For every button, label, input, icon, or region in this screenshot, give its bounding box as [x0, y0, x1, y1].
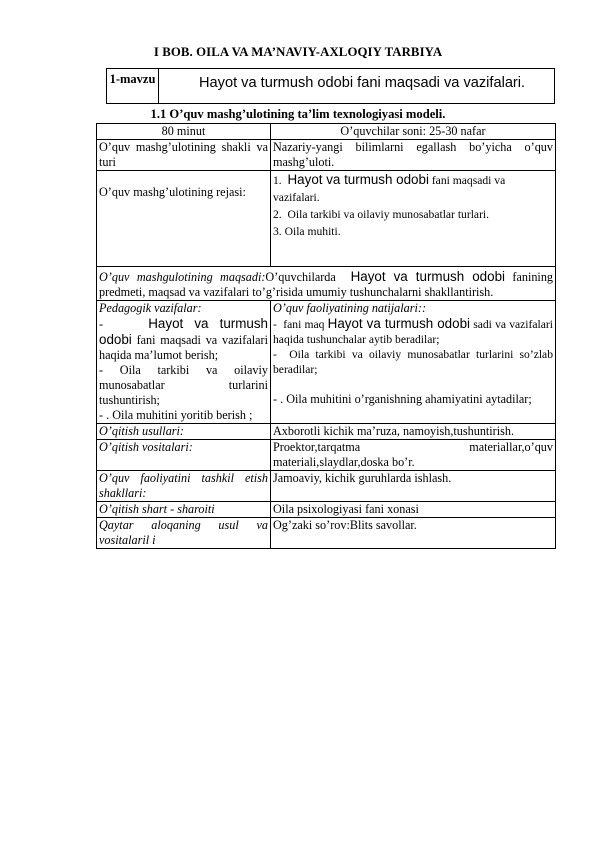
activity-forms-value-cell: Jamoaviy, kichik guruhlarda ishlash. [271, 471, 556, 502]
chapter-title: I BOB. OILA VA MA’NAVIY-AXLOQIY TARBIYA [153, 45, 443, 59]
table-row [97, 424, 556, 440]
task-prefix: - . [99, 408, 110, 422]
list-item [273, 347, 553, 377]
duration-cell: 80 minut [97, 124, 271, 140]
table-row [97, 124, 556, 140]
table-row [97, 267, 556, 301]
plan-item-number: 2. [273, 208, 282, 221]
tools-label-cell: O’qitish vositalari: [97, 440, 271, 471]
goal-subject: Hayot va turmush odobi [350, 269, 505, 284]
task-text: Oila muhitini yoritib berish ; [112, 408, 253, 422]
result-prefix: - [273, 348, 277, 361]
list-item [99, 408, 268, 423]
topic-number: 1-mavzu [107, 69, 159, 103]
form-value-cell: Nazariy-yangi bilimlarni egallash bo’yicha o’quv mashg’uloti. [271, 140, 556, 171]
table-row [97, 518, 556, 549]
result-text: Oila muhitini o’rganishning ahamiyatini aytadilar; [286, 392, 532, 406]
table-row [97, 140, 556, 171]
methods-value-cell: Axborotli kichik ma’ruza, namoyish,tushuntirish. [271, 424, 556, 440]
goal-cell [97, 267, 556, 301]
plan-item-text: Oila tarkibi va oilaviy munosabatlar turlari. [287, 208, 490, 221]
result-subject: Hayot va turmush odobi [327, 316, 470, 331]
table-row [97, 502, 556, 518]
topic-title: Hayot va turmush odobi fani maqsadi va vazifalari. [199, 75, 526, 91]
goal-text: O’quvchilarda [265, 270, 336, 284]
conditions-label-cell: O’qitish shart - sharoiti [97, 502, 271, 518]
results-label: O’quv faoliyatining natijalari:: [273, 301, 427, 315]
list-item [99, 363, 268, 408]
table-row [97, 301, 556, 424]
list-item [273, 392, 553, 407]
result-prefix: - . [273, 392, 284, 406]
task-text: Oila tarkibi va oilaviy munosabatlar turlarini tushuntirish; [99, 363, 269, 407]
list-item [273, 171, 553, 206]
feedback-value-cell: Og’zaki so’rov:Blits savollar. [271, 518, 556, 549]
results-cell [271, 301, 556, 424]
task-prefix: - [99, 317, 104, 331]
methods-label-cell: O’qitish usullari: [97, 424, 271, 440]
list-item [273, 316, 553, 347]
conditions-value-cell: Oila psixologiyasi fani xonasi [271, 502, 556, 518]
form-label-cell: O’quv mashg’ulotining shakli va turi [97, 140, 271, 171]
spacer [273, 377, 553, 392]
plan-items-cell [271, 171, 556, 267]
tools-value-cell: Proektor,tarqatma materiallar,o’quv materiali,slaydlar,doska bo’r. [271, 440, 556, 471]
goal-text: fanining predmeti, maqsad va vazifalari to’g’risida umumiy tushunchalarni shakllantirish. [99, 270, 554, 299]
tasks-label: Pedagogik vazifalar: [99, 301, 202, 315]
list-item [273, 223, 553, 240]
result-prefix: - [273, 318, 277, 331]
task-prefix: - [99, 363, 104, 377]
activity-forms-label-cell: O’quv faoliyatini tashkil etish shakllari: [97, 471, 271, 502]
tasks-cell [97, 301, 271, 424]
task-subject: Hayot va turmush odobi [99, 316, 269, 347]
table-row [97, 440, 556, 471]
list-item [99, 316, 268, 363]
result-text: fani maq [283, 318, 328, 331]
plan-item-subject: Hayot va turmush odobi [287, 172, 429, 187]
result-text: sadi va vazifalari haqida tushunchalar aytib beradilar; [273, 318, 553, 346]
table-row [97, 171, 556, 267]
plan-item-text: Oila muhiti. [284, 225, 341, 238]
plan-label-cell: O’quv mashg’ulotining rejasi: [97, 171, 271, 267]
list-item [273, 206, 553, 223]
topic-box [106, 68, 555, 104]
table-row [97, 471, 556, 502]
task-text: fani maqsadi va vazifalari haqida ma’lumot berish; [99, 333, 269, 362]
lesson-model-table [96, 123, 556, 549]
result-text: Oila tarkibi va oilaviy munosabatlar turlarini so’zlab beradilar; [273, 348, 554, 376]
plan-item-number: 1. [273, 174, 282, 187]
plan-item-text: fani maqsadi va vazifalari. [273, 174, 506, 204]
feedback-label-cell: Qaytar aloqaning usul va vositalaril i [97, 518, 271, 549]
section-subtitle: 1.1 O’quv mashg’ulotining ta’lim texnologiyasi modeli. [150, 107, 446, 121]
students-count-cell: O’quvchilar soni: 25-30 nafar [271, 124, 556, 140]
plan-item-number: 3. [273, 225, 282, 238]
goal-label: O’quv mashgulotining maqsadi: [99, 270, 266, 284]
